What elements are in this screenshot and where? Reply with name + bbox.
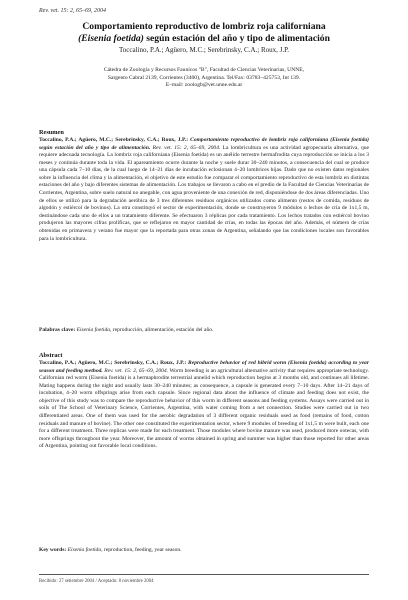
- title-line-2: [20, 33, 388, 45]
- abstract-body: Worm breeding is an agricultural alternative activity that requires appropriate technology. Californian red worm (Eisenia foetida) is a hermaphrodite terrestrial annelid which reproduction begins at 3 months old, and continues all lifetime. Mating happens during the night and usually lasts 30–240 minutes; as consequence, a capsule is generated every 7–10 days. After 14–21 days of incubation, 4–20 worm offsprings arise from each capsule. Since regional data about the influence of climate and feeding does not exist, the objective of this study was to compare the reproductive behavior of this worm in different seasons and feeding systems. Assays were carried out in soils of The School of Veterinary Science, Corrientes, Argentina, with water coming from a net connection. Studies were carried out in two differentiated areas. One of them was used for the aerobic degradation of 3 different organic residuals used as food (remains of food, cotton residuals and manure of bovine). The other one constituted the experimentation sector, where 9 modules of breeding of 1x1,5 m were built, each one for a different treatment. Three replicas were made for each treatment. Those modules where bovine manure was used, produced more ootecas, with more offsprings throughout the year. Moreover, the amount of worms obtained in spring and summer was higher than those reported for other areas of Argentina, pointing out favorable local conditions.: [39, 367, 369, 450]
- resumen-citation: Rev. vet. 15: 2, 65–69, 2004.: [150, 144, 221, 151]
- abstract-heading: Abstract: [39, 352, 63, 359]
- received-accepted-dates: Recibido: 27 setiembre 2004 / Aceptado: 8 noviembre 2004: [39, 579, 154, 584]
- title-line-1: Comportamiento reproductivo de lombriz roja californiana: [82, 21, 326, 32]
- keywords: [39, 547, 369, 555]
- journal-reference: Rev. vet. 15: 2, 65–69, 2004: [39, 8, 107, 14]
- keywords-label: Key words:: [39, 547, 67, 553]
- footer-divider: [39, 574, 369, 575]
- resumen-authors: Toccalino, P.A.; Agüero, M.C.; Serebrinsky, C.A.; Roux, J.P.:: [39, 137, 189, 143]
- resumen-text: [39, 137, 369, 243]
- keywords-rest: , reproduction, feeding, year season.: [101, 547, 182, 553]
- abstract-authors: Toccalino, P.A.; Agüero, M.C.; Serebrinsky, C.A.; Roux, J.P.:: [39, 360, 187, 366]
- title-line-2-rest: según estación del año y tipo de alimentación: [143, 32, 330, 44]
- palabras-clave-species: Eisenia foetida: [75, 327, 111, 333]
- affiliation-email: E–mail: zoologb@vet.unne.edu.ar: [165, 82, 243, 89]
- abstract-text: [39, 360, 369, 451]
- title-species: (Eisenia foetida): [78, 32, 144, 44]
- paper-title: [20, 21, 388, 44]
- palabras-clave-rest: , reproducción, alimentación, estación del año.: [110, 327, 214, 333]
- palabras-clave: [39, 327, 369, 335]
- palabras-clave-label: Palabras clave:: [39, 327, 76, 333]
- affiliation-line: Cátedra de Zoología y Recursos Faunícos "B", Facultad de Ciencias Veterinarias, UNNE,: [103, 67, 305, 73]
- resumen-body: La lombricultura es una actividad agropecuaria alternativa, que requiere adecuada tecnología. La lombriz roja californiana (Eisenia foetida) es un anélido terrestre hermafrodita cuya reproducción se inicia a los 3 meses y continúa durante toda la vida. El apareamiento ocurre durante la noche y suele durar 30–240 minutos, a consecuencia del cual se produce una cápsula cada 7–10 días, de la cual luego de 14–21 días de incubación eclosionan 4–20 lombrices hijas. Dado que no existen datos regionales sobre la influencia del clima y la alimentación, el objetivo de este estudio fue comparar el comportamiento reproductivo de esta lombriz en distintas estaciones del año y bajo diferentes sistemas de alimentación. Los trabajos se llevaron a cabo en el predio de la Facultad de Ciencias Veterinarias de Corrientes, Argentina, sobre suelo natural no anegable, con agua proveniente de una conexión de red, disponiéndose de dos áreas diferenciadas. Uno de ellos se utilizó para la degradación aeróbica de 3 tres diferentes residuos orgánicos utilizados como alimento (restos de comida, residuos de algodón y estiércol de bovinos). La otra constituyó el sector de experimentación, donde se construyeron 9 módulos o lechos de cría de 1x1,5 m, destinándose cada uno de ellos a un tratamiento diferente. Se efectuaron 3 réplicas por cada tratamiento. Los lechos tratados con estiércol bovino produjeron las mayores cifras prolíficas, que se reflejaron en mayor cantidad de crías, en todas las épocas del año. Además, el número de crías obtenidas en primavera y verano fue mayor que la reportada para otras zonas de Argentina, señalando que las condiciones locales son favorables para la lombricultura.: [39, 144, 369, 242]
- abstract-citation: Rev. vet. 15: 2, 65–69, 2004.: [102, 367, 169, 374]
- abstract-title: Reproductive behavior of red hibrid worm (Eisenia foetida) according to year season and feeding method.: [39, 360, 369, 374]
- affiliation: [20, 67, 388, 90]
- resumen-title: Comportamiento reproductivo de lombriz roja californiana (Eisenia foetida) según estación del año y tipo de alimentación.: [39, 137, 369, 151]
- authors: Toccalino, P.A.; Agüero, M.C.; Serebrinsky, C.A.; Roux, J.P.: [119, 46, 289, 54]
- affiliation-line: Sargento Cabral 2139, Corrientes (3400), Argentina. Tel/Fax: 03783–425753, Int 139.: [107, 74, 301, 81]
- resumen-heading: Resumen: [39, 129, 64, 136]
- keywords-species: Eisenia foetida: [66, 547, 102, 553]
